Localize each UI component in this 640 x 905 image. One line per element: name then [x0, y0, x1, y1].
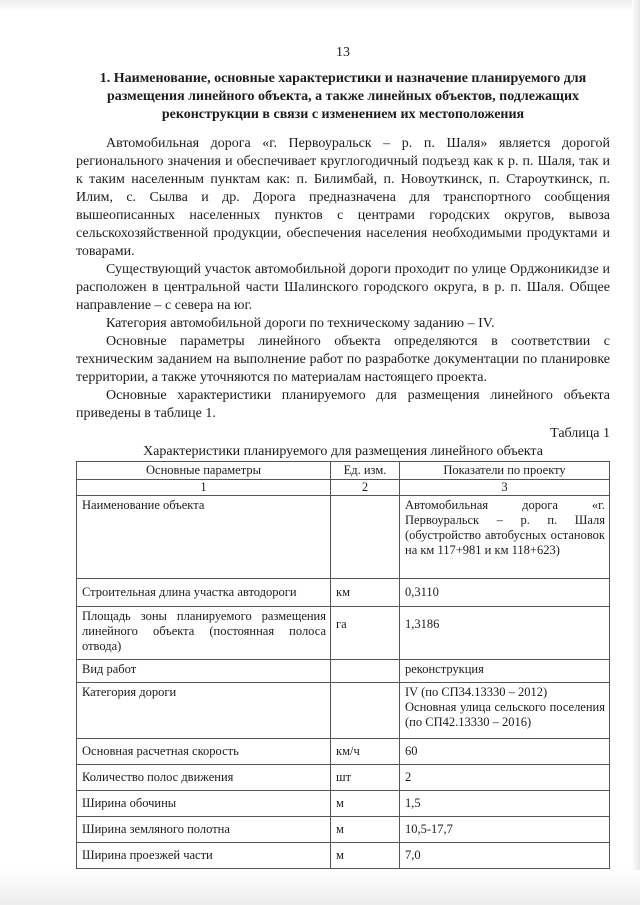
value-cell: 10,5-17,7 [400, 817, 610, 843]
value-cell [400, 683, 610, 739]
paragraph-5: Основные характеристики планируемого для размещения линейного объекта приведены в таблице 1. [76, 388, 610, 421]
value-cell: 2 [400, 765, 610, 791]
paragraph-1: Автомобильная дорога «г. Первоуральск – р. п. Шаля» является дорогой регионального значения и обеспечивает круглогодичный подъезд как к р. п. Шаля, так и к таким населенным пунктам как: п. Билимбай, п. Новоуткинск, п. Староуткинск, п. Илим, с. Сылва и др. Дорога предназначена для транспортного сообщения вышеописанных населенных пунктов с центрами городских округов, вывоза сельскохозяйственной продукции, обеспечения населения необходимыми продуктами и товарами. [76, 136, 610, 259]
unit-cell: км [331, 579, 400, 607]
table-row [77, 660, 610, 683]
paragraph-2: Существующий участок автомобильной дороги проходит по улице Орджоникидзе и расположен в центральной части Шалинского городского округа, в р. п. Шаля. Общее направление – с севера на юг. [76, 262, 610, 313]
column-number-3: 3 [400, 480, 610, 496]
header-project-values: Показатели по проекту [400, 462, 610, 480]
table-row [77, 607, 610, 660]
table-header-row [77, 462, 610, 480]
column-number-2: 2 [331, 480, 400, 496]
param-cell: Ширина обочины [77, 791, 331, 817]
unit-cell [331, 660, 400, 683]
paragraph-3: Категория автомобильной дороги по техническому заданию – IV. [106, 316, 495, 331]
unit-cell: м [331, 817, 400, 843]
unit-cell [331, 496, 400, 579]
category-value-primary: IV (по СП34.13330 – 2012) [405, 685, 548, 699]
param-cell: Вид работ [77, 660, 331, 683]
column-number-1: 1 [77, 480, 331, 496]
section-heading: 1. Наименование, основные характеристики и назначение планируемого для размещения линейного объекта, а также линейных объектов, подлежащих реконструкции в связи с изменением их местоположения [99, 71, 587, 122]
scan-edge-top [0, 0, 640, 12]
parameters-table [76, 461, 610, 869]
param-cell: Площадь зоны планируемого размещения линейного объекта (постоянная полоса отвода) [77, 607, 331, 660]
header-parameters: Основные параметры [77, 462, 331, 480]
value-cell: 0,3110 [400, 579, 610, 607]
paragraph-4: Основные параметры линейного объекта определяются в соответствии с техническим заданием на выполнение работ по разработке документации по планировке территории, а также уточняются по материалам настоящего проекта. [76, 334, 610, 385]
table-row [77, 765, 610, 791]
value-cell: 1,5 [400, 791, 610, 817]
param-cell: Наименование объекта [77, 496, 331, 579]
table-row [77, 817, 610, 843]
table-title: Характеристики планируемого для размещения линейного объекта [143, 444, 543, 459]
table-row [77, 579, 610, 607]
value-cell: реконструкция [400, 660, 610, 683]
document-page [76, 44, 610, 869]
header-unit: Ед. изм. [331, 462, 400, 480]
page-number: 13 [336, 45, 350, 60]
table-row [77, 496, 610, 579]
unit-cell: км/ч [331, 739, 400, 765]
table-column-number-row [77, 480, 610, 496]
unit-cell: м [331, 843, 400, 869]
table-row [77, 683, 610, 739]
table-row [77, 843, 610, 869]
unit-cell: м [331, 791, 400, 817]
scan-edge-bottom [0, 870, 640, 905]
category-value-secondary: Основная улица сельского поселения (по СП42.13330 – 2016) [405, 700, 605, 729]
unit-cell [331, 683, 400, 739]
unit-cell: шт [331, 765, 400, 791]
param-cell: Ширина земляного полотна [77, 817, 331, 843]
scan-edge-right [632, 0, 640, 905]
param-cell: Строительная длина участка автодороги [77, 579, 331, 607]
unit-cell: га [331, 607, 400, 660]
value-cell: Автомобильная дорога «г. Первоуральск – р. п. Шаля (обустройство автобусных остановок на км 117+981 и км 118+623) [400, 496, 610, 579]
param-cell: Ширина проезжей части [77, 843, 331, 869]
table-row [77, 739, 610, 765]
param-cell: Основная расчетная скорость [77, 739, 331, 765]
table-number-caption: Таблица 1 [550, 426, 610, 441]
value-cell: 7,0 [400, 843, 610, 869]
value-cell: 1,3186 [400, 607, 610, 660]
value-cell: 60 [400, 739, 610, 765]
param-cell: Количество полос движения [77, 765, 331, 791]
param-cell: Категория дороги [77, 683, 331, 739]
table-row [77, 791, 610, 817]
